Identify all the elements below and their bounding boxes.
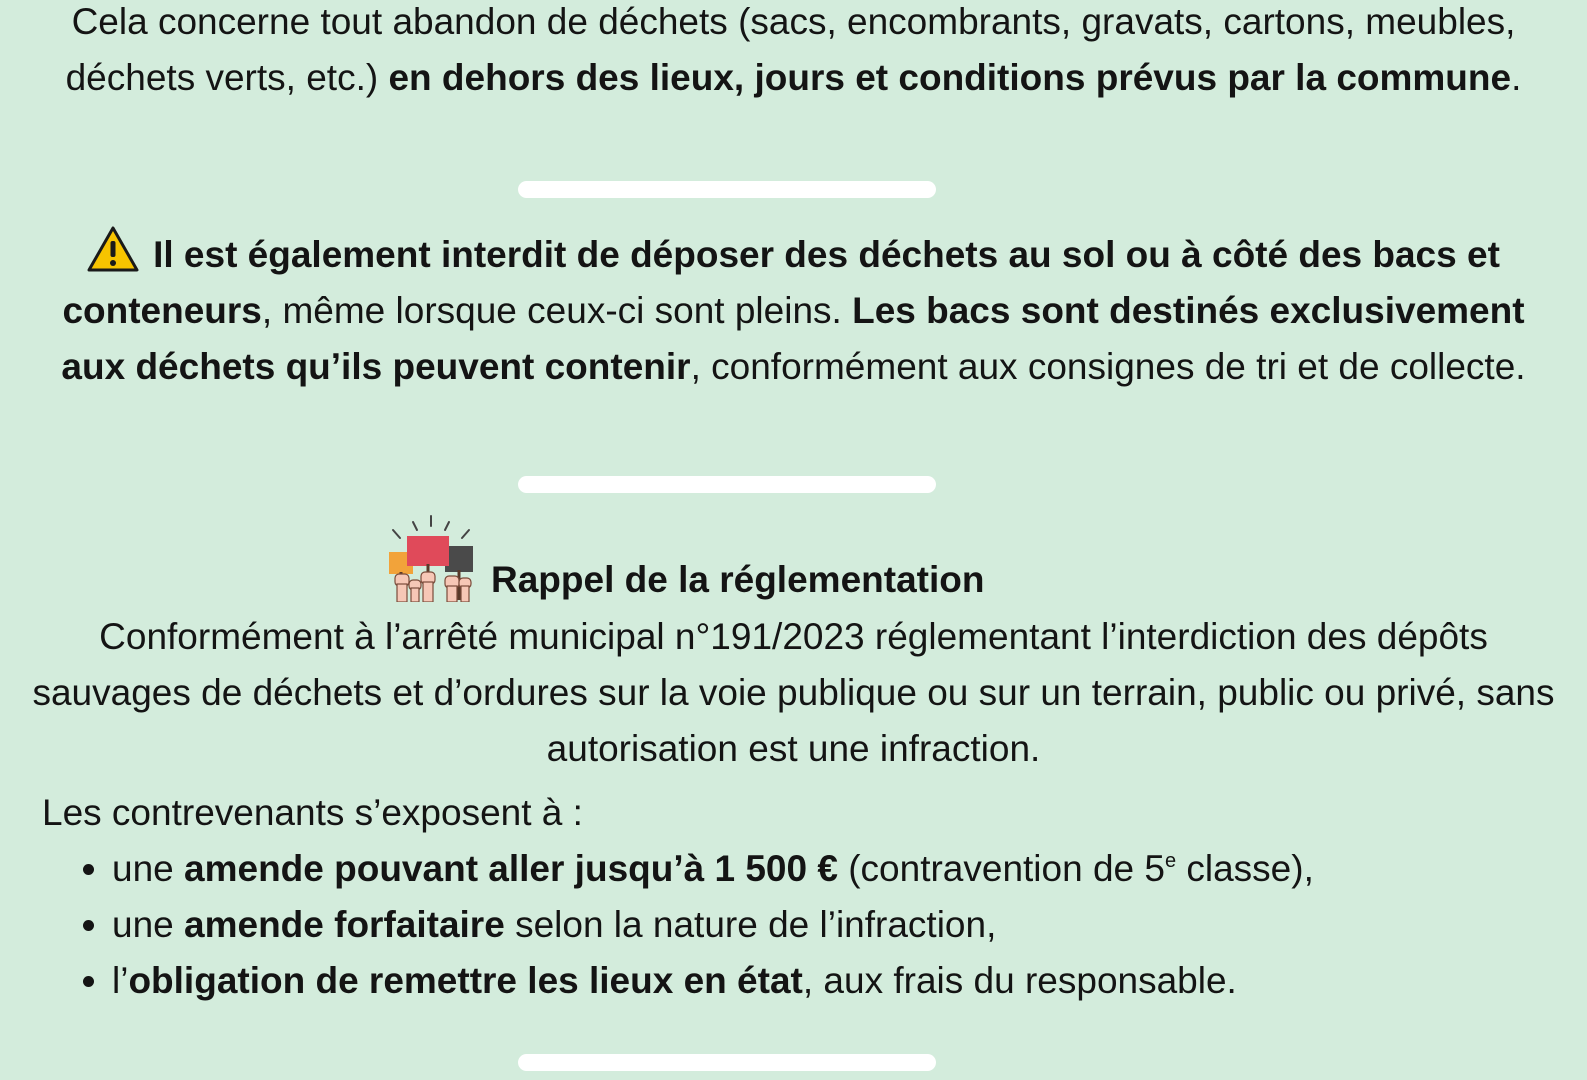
list-item-emphasis: amende pouvant aller jusqu’à 1 500 € [184,848,838,889]
list-item-text: , aux frais du responsable. [802,960,1237,1001]
divider-3 [518,1054,936,1071]
bins-purpose-emphasis: Les bacs sont destinés exclusivement aux déchets qu’ils peuvent contenir [61,290,1525,387]
warning-icon [87,225,139,273]
superscript: e [1164,850,1177,872]
list-item-text: une [112,904,185,945]
bins-purpose-text: , conformément aux consignes de tri et de collecte. [690,346,1526,387]
penalties-list [72,841,1314,1009]
collection-rules-text: Cela concerne tout abandon de déchets (sacs, encombrants, gravats, cartons, meubles, déchets verts, etc.) [65,1,1516,98]
list-item-emphasis: obligation de remettre les lieux en état [128,960,803,1001]
list-item-text: classe), [1176,848,1314,889]
protest-signs-icon [385,514,475,602]
bins-warning-text: , même lorsque ceux-ci sont pleins. [261,290,853,331]
collection-rules-end: . [1511,57,1522,98]
bins-warning-paragraph [30,225,1557,395]
list-item [112,841,1314,897]
collection-rules-emphasis: en dehors des lieux, jours et conditions prévus par la commune [388,57,1512,98]
regulation-intro: Conformément à l’arrêté municipal n°191/2023 réglementant l’interdiction des dépôts sauvages de déchets et d’ordures sur la voie publique ou sur un terrain, public ou privé, sans autorisation est une infraction. [32,616,1555,769]
regulation-heading-text: Rappel de la réglementation [491,559,985,600]
collection-rules-paragraph [30,0,1557,106]
list-item-text: l’ [112,960,129,1001]
divider-1 [518,181,936,198]
regulation-heading [385,512,984,602]
list-item [112,897,1314,953]
list-item-text: une [112,848,185,889]
divider-2 [518,476,936,493]
list-item-emphasis: amende forfaitaire [184,904,505,945]
bins-warning-emphasis: Il est également interdit de déposer des déchets au sol ou à côté des bacs et conteneurs [62,234,1500,331]
list-item-text: (contravention de 5 [837,848,1165,889]
penalties-lead: Les contrevenants s’exposent à : [42,792,583,833]
list-item-text: selon la nature de l’infraction, [504,904,997,945]
list-item [112,953,1314,1009]
